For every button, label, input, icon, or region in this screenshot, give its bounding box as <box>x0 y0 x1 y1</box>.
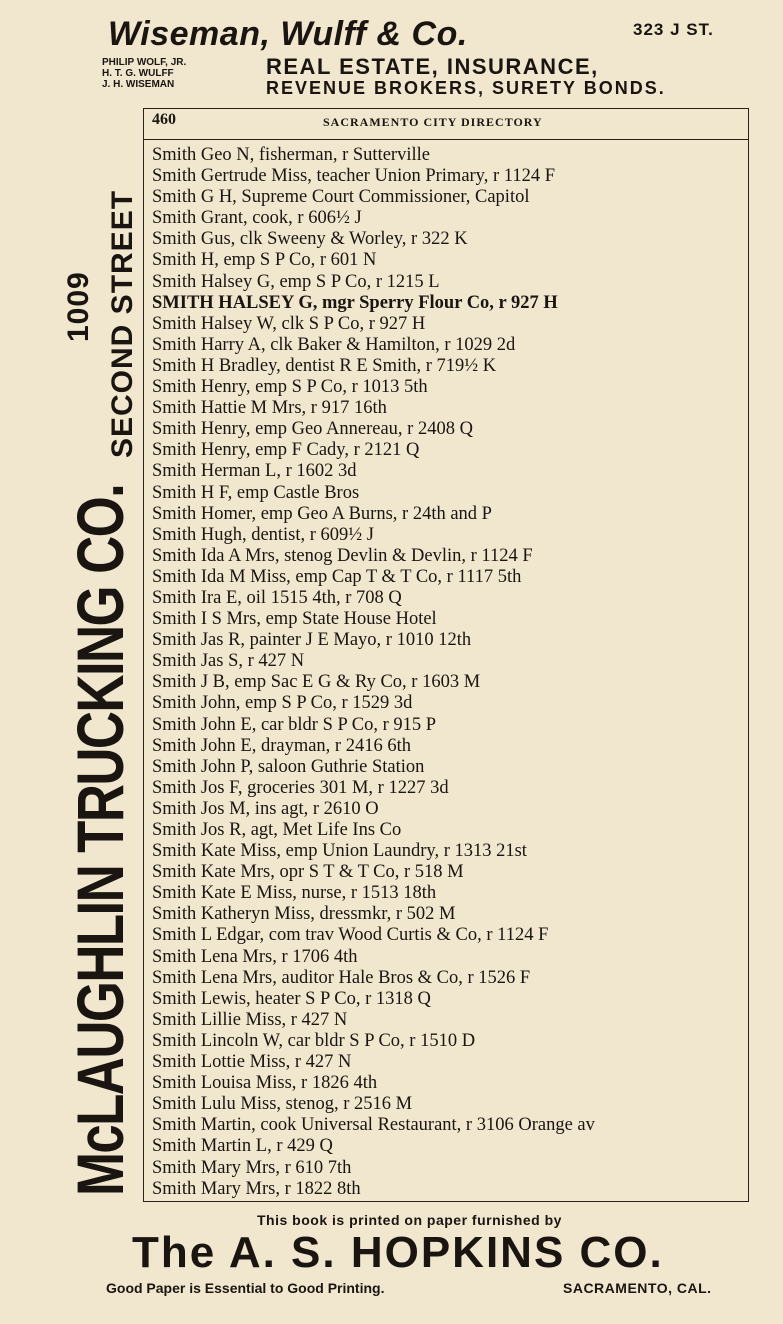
side-ad-street-name: SECOND STREET <box>106 189 139 458</box>
running-head-title: SACRAMENTO CITY DIRECTORY <box>323 115 543 129</box>
directory-entry: Smith Gus, clk Sweeny & Worley, r 322 K <box>152 229 468 250</box>
directory-entry: Smith I S Mrs, emp State House Hotel <box>152 609 437 630</box>
directory-entry: Smith Lillie Miss, r 427 N <box>152 1009 348 1030</box>
directory-entry: Smith Jos F, groceries 301 M, r 1227 3d <box>152 777 449 798</box>
directory-entry: Smith Harry A, clk Baker & Hamilton, r 1029 2d <box>152 334 516 355</box>
top-ad-firm-name: Wiseman, Wulff & Co. <box>108 15 468 53</box>
directory-entry: Smith Martin L, r 429 Q <box>152 1136 333 1157</box>
directory-entry: Smith John E, drayman, r 2416 6th <box>152 735 411 756</box>
directory-entry: Smith Jos R, agt, Met Life Ins Co <box>152 820 402 840</box>
directory-entry: Smith G H, Supreme Court Commissioner, Capitol <box>152 187 530 208</box>
directory-entry: Smith Mary Mrs, r 1822 8th <box>152 1178 361 1199</box>
directory-entry: Smith Kate Miss, emp Union Laundry, r 1313 21st <box>152 841 527 862</box>
top-ad-services-line-1: REAL ESTATE, INSURANCE, <box>266 54 599 79</box>
directory-entry: SMITH HALSEY G, mgr Sperry Flour Co, r 927 H <box>152 292 558 313</box>
directory-entry: Smith Henry, emp Geo Annereau, r 2408 Q <box>152 419 473 440</box>
directory-entry: Smith Mary Mrs, r 610 7th <box>152 1157 352 1178</box>
directory-entry: Smith John E, car bldr S P Co, r 915 P <box>152 714 437 735</box>
footer-ad-city: SACRAMENTO, CAL. <box>563 1280 712 1296</box>
directory-entry: Smith Henry, emp F Cady, r 2121 Q <box>152 440 420 461</box>
directory-entry: Smith Lincoln W, car bldr S P Co, r 1510 D <box>152 1030 476 1051</box>
directory-entry: Smith Homer, emp Geo A Burns, r 24th and P <box>152 503 492 524</box>
directory-entry: Smith Kate E Miss, nurse, r 1513 18th <box>152 883 437 904</box>
directory-entry: Smith Hattie M Mrs, r 917 16th <box>152 398 387 419</box>
footer-ad-note: This book is printed on paper furnished by <box>257 1212 562 1228</box>
directory-entry: Smith H, emp S P Co, r 601 N <box>152 250 377 271</box>
directory-entry: Smith Ida A Mrs, stenog Devlin & Devlin, r 1124 F <box>152 545 533 566</box>
partner-name: J. H. WISEMAN <box>102 79 175 90</box>
page-number: 460 <box>152 111 176 128</box>
directory-entry: Smith Gertrude Miss, teacher Union Primary, r 1124 F <box>152 166 555 187</box>
directory-entry: Smith H F, emp Castle Bros <box>152 482 360 503</box>
footer-ad-firm-name: The A. S. HOPKINS CO. <box>132 1228 664 1277</box>
directory-entry: Smith Lewis, heater S P Co, r 1318 Q <box>152 988 431 1009</box>
directory-entry: Smith Jos M, ins agt, r 2610 O <box>152 798 379 819</box>
side-ad-street-number: 1009 <box>62 271 95 342</box>
top-ad-partners <box>102 57 252 90</box>
side-ad-company-name: McLAUGHLIN TRUCKING CO. <box>63 484 137 1197</box>
directory-entry: Smith Henry, emp S P Co, r 1013 5th <box>152 377 428 398</box>
partner-name: PHILIP WOLF, JR. <box>102 57 187 68</box>
directory-entry: Smith Herman L, r 1602 3d <box>152 461 357 482</box>
directory-entry: Smith Ida M Miss, emp Cap T & T Co, r 1117 5th <box>152 566 522 587</box>
header-divider <box>143 139 749 140</box>
directory-entry: Smith Geo N, fisherman, r Sutterville <box>152 145 430 165</box>
directory-entry: Smith Katheryn Miss, dressmkr, r 502 M <box>152 904 456 925</box>
directory-entry: Smith Kate Mrs, opr S T & T Co, r 518 M <box>152 862 464 883</box>
directory-entry: Smith L Edgar, com trav Wood Curtis & Co, r 1124 F <box>152 925 549 946</box>
directory-entry: Smith Halsey W, clk S P Co, r 927 H <box>152 313 426 334</box>
directory-entry: Smith Louisa Miss, r 1826 4th <box>152 1073 378 1094</box>
directory-entries-list <box>152 145 750 1200</box>
directory-entry: Smith Lottie Miss, r 427 N <box>152 1052 352 1073</box>
directory-entry: Smith J B, emp Sac E G & Ry Co, r 1603 M <box>152 672 481 693</box>
directory-entry: Smith Halsey G, emp S P Co, r 1215 L <box>152 271 440 292</box>
directory-entry: Smith Lulu Miss, stenog, r 2516 M <box>152 1094 413 1115</box>
partner-name: H. T. G. WULFF <box>102 68 174 79</box>
top-ad-services-line-2: REVENUE BROKERS, SURETY BONDS. <box>266 78 666 98</box>
directory-entry: Smith Jas S, r 427 N <box>152 651 305 672</box>
directory-entry: Smith Martin, cook Universal Restaurant, r 3106 Orange av <box>152 1115 595 1136</box>
directory-entry: Smith Hugh, dentist, r 609½ J <box>152 524 375 545</box>
directory-entry: Smith Lena Mrs, r 1706 4th <box>152 946 358 967</box>
directory-entry: Smith Ira E, oil 1515 4th, r 708 Q <box>152 587 402 608</box>
directory-entry: Smith H Bradley, dentist R E Smith, r 719½ K <box>152 355 497 376</box>
directory-entry: Smith Lena Mrs, auditor Hale Bros & Co, r 1526 F <box>152 967 531 988</box>
directory-entry: Smith John, emp S P Co, r 1529 3d <box>152 693 413 714</box>
directory-entry: Smith John P, saloon Guthrie Station <box>152 756 425 777</box>
directory-entry: Smith Grant, cook, r 606½ J <box>152 208 362 229</box>
footer-ad-slogan: Good Paper is Essential to Good Printing. <box>106 1280 385 1296</box>
directory-entry: Smith Jas R, painter J E Mayo, r 1010 12th <box>152 630 472 651</box>
top-ad-address: 323 J ST. <box>633 20 714 39</box>
